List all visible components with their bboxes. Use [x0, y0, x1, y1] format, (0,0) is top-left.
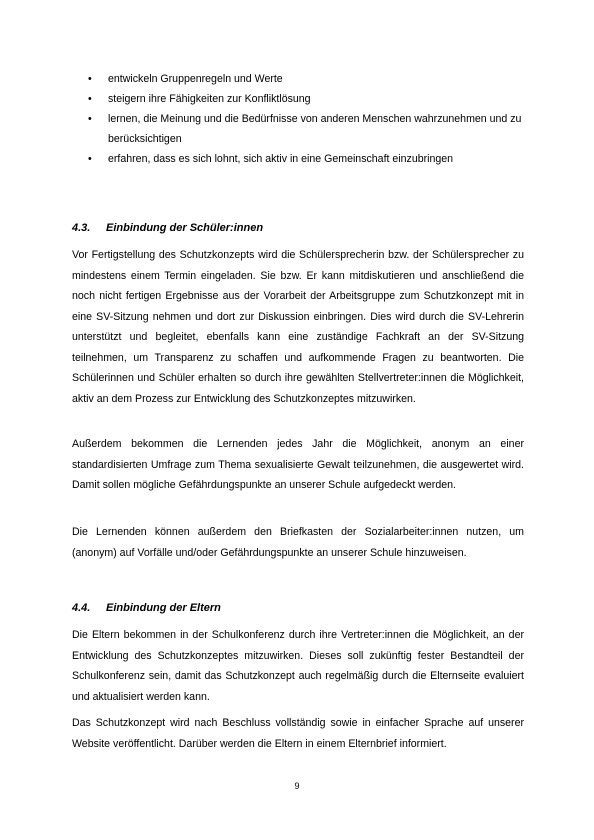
section-number: 4.4.: [72, 602, 91, 614]
bullet-icon: •: [88, 73, 92, 85]
list-item-text: entwickeln Gruppenregeln und Werte: [108, 73, 283, 85]
bullet-icon: •: [88, 153, 92, 165]
section-heading-4-3: [72, 218, 524, 238]
section-heading-4-4: [72, 598, 524, 618]
bullet-icon: •: [88, 113, 92, 125]
list-item: [88, 149, 524, 169]
section-title: Einbindung der Schüler:innen: [106, 222, 264, 234]
list-item-text: erfahren, dass es sich lohnt, sich aktiv in eine Gemeinschaft einzubringen: [108, 153, 454, 165]
paragraph: Die Eltern bekommen in der Schulkonferenz durch ihre Vertreter:innen die Möglichkeit, an der Entwicklung des Schutzkonzeptes mitzuwirken. Dieses soll zukünftig fester Bestandteil der Schulkonferenz sein, damit das Schutzkonzept auch regelmäßig durch die Elternseite evaluiert und aktualisiert werden kann.: [72, 629, 524, 703]
list-item-text: lernen, die Meinung und die Bedürfnisse von anderen Menschen wahrzunehmen und zu berücksichtigen: [108, 113, 522, 145]
paragraph: Außerdem bekommen die Lernenden jedes Jahr die Möglichkeit, anonym an einer standardisierten Umfrage zum Thema sexualisierte Gewalt teilzunehmen, die ausgewertet wird. Damit sollen mögliche Gefährdungspunkte an unserer Schule aufgedeckt werden.: [72, 438, 524, 491]
paragraph: Die Lernenden können außerdem den Briefkasten der Sozialarbeiter:innen nutzen, um (anonym) auf Vorfälle und/oder Gefährdungspunkte an unserer Schule hinzuweisen.: [72, 526, 524, 559]
page-number: 9: [294, 781, 300, 791]
list-item: [88, 69, 524, 89]
list-item: [88, 109, 524, 149]
section-title: Einbindung der Eltern: [106, 602, 221, 614]
list-item-text: steigern ihre Fähigkeiten zur Konfliktlösung: [108, 93, 311, 105]
bullet-list: [88, 69, 524, 169]
bullet-icon: •: [88, 93, 92, 105]
paragraph: Vor Fertigstellung des Schutzkonzepts wird die Schülersprecherin bzw. der Schülersprecher zu mindestens einem Termin eingeladen. Sie bzw. Er kann mitdiskutieren und anschließend die noch nicht fertigen Ergebnisse aus der Vorarbeit der Arbeitsgruppe zum Schutzkonzept mit in eine SV-Sitzung nehmen und dort zur Diskussion einbringen. Dies wird durch die SV-Lehrerin unterstützt und begleitet, ebenfalls kann eine zuständige Fachkraft an der SV-Sitzung teilnehmen, um Transparenz zu schaffen und aufkommende Fragen zu beantworten. Die Schülerinnen und Schüler erhalten so durch ihre gewählten Stellvertreter:innen die Möglichkeit, aktiv an dem Prozess zur Entwicklung des Schutzkonzeptes mitzuwirken.: [72, 249, 524, 405]
section-number: 4.3.: [72, 222, 91, 234]
list-item: [88, 89, 524, 109]
paragraph: Das Schutzkonzept wird nach Beschluss vollständig sowie in einfacher Sprache auf unserer Website veröffentlicht. Darüber werden die Eltern in einem Elternbrief informiert.: [72, 717, 524, 750]
